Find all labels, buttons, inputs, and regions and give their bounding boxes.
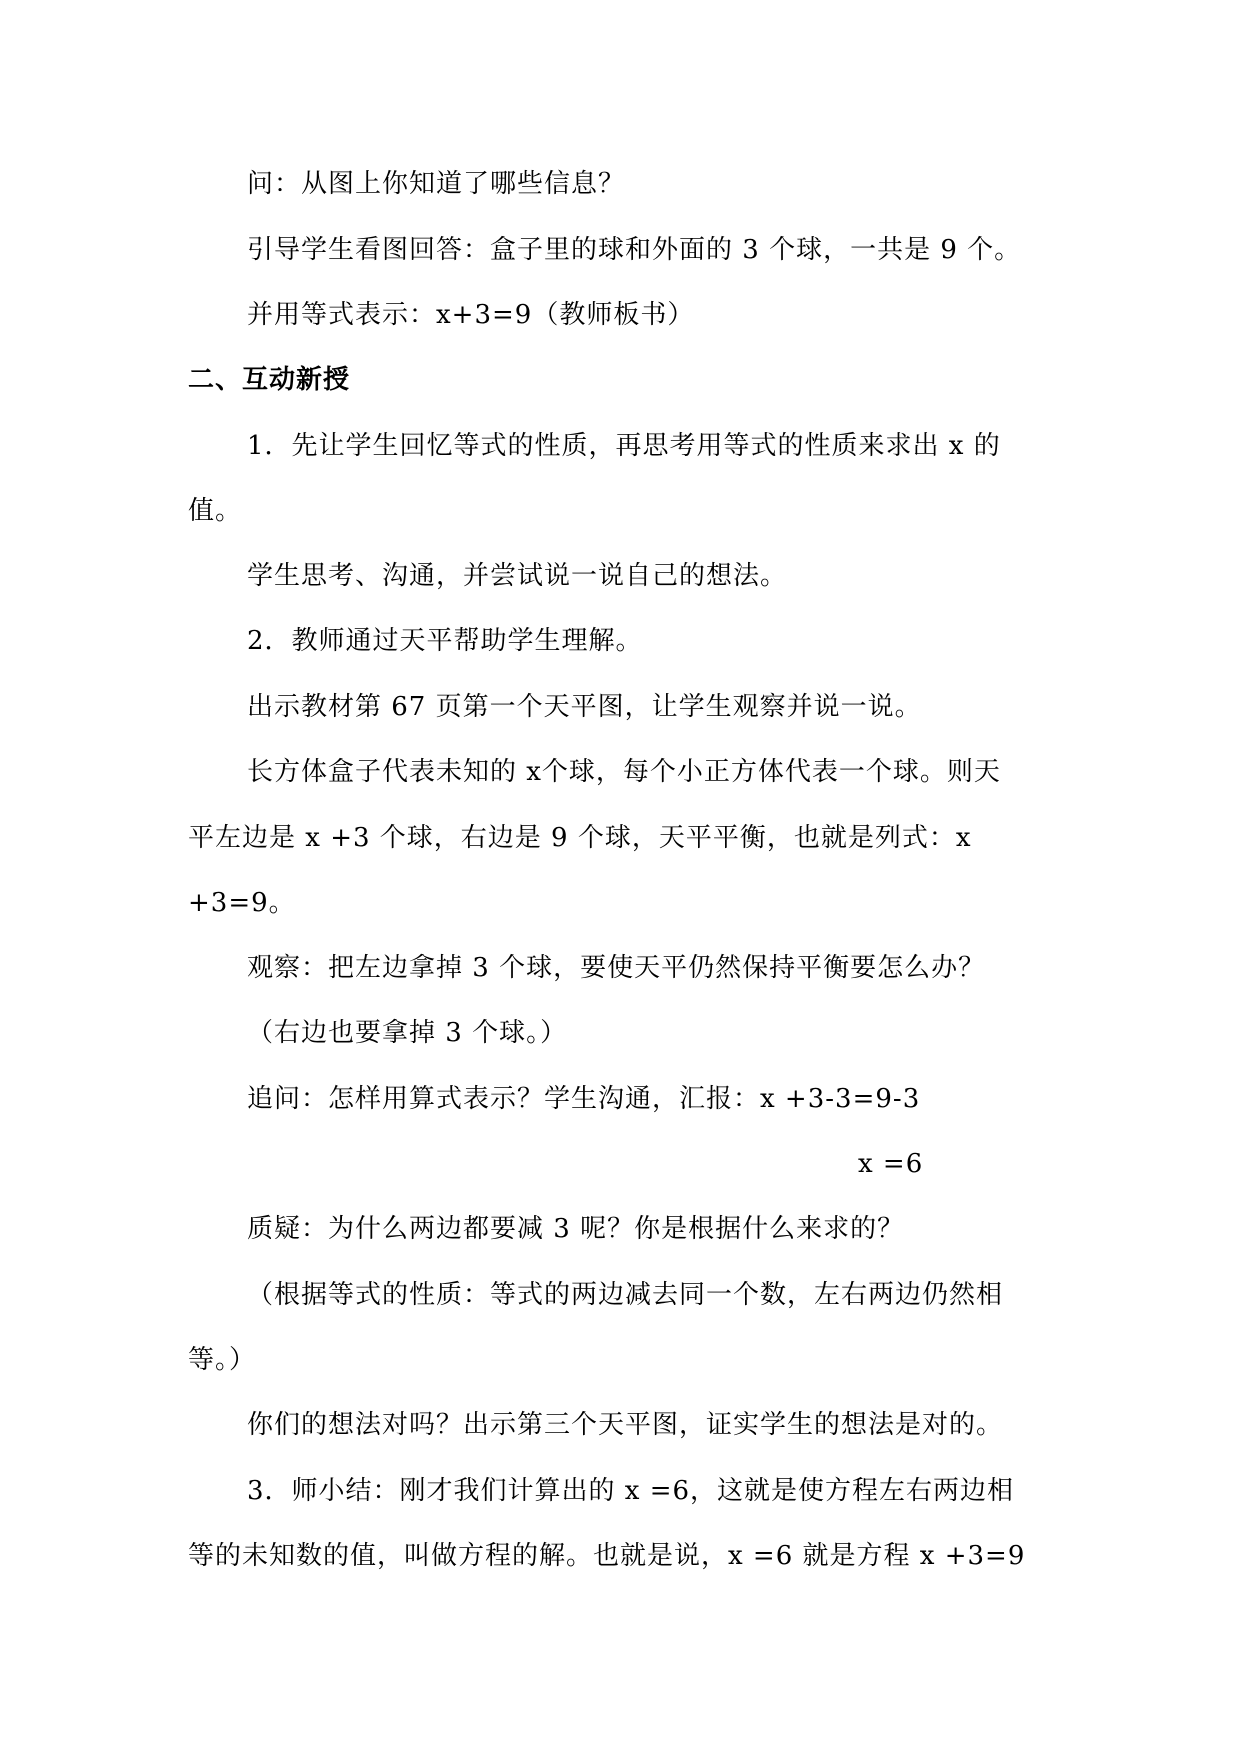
- paragraph-line: 2．教师通过天平帮助学生理解。: [247, 626, 643, 656]
- paragraph-line: 等的未知数的值，叫做方程的解。也就是说，x =6 就是方程 x +3=9: [188, 1541, 1026, 1571]
- paragraph-line: 并用等式表示：x+3=9（教师板书）: [247, 300, 695, 330]
- paragraph-line: 你们的想法对吗？出示第三个天平图，证实学生的想法是对的。: [247, 1410, 1004, 1440]
- paragraph-line: 长方体盒子代表未知的 x个球，每个小正方体代表一个球。则天: [247, 757, 1001, 787]
- paragraph-line: 引导学生看图回答：盒子里的球和外面的 3 个球，一共是 9 个。: [247, 235, 1022, 265]
- paragraph-line: 等。）: [188, 1345, 257, 1375]
- paragraph-line: 3．师小结：刚才我们计算出的 x =6，这就是使方程左右两边相: [247, 1476, 1015, 1506]
- paragraph-line: +3=9。: [188, 888, 296, 918]
- equation-result-line: x =6: [858, 1149, 924, 1179]
- paragraph-line: 学生思考、沟通，并尝试说一说自己的想法。: [247, 561, 788, 591]
- paragraph-line: （根据等式的性质：等式的两边减去同一个数，左右两边仍然相: [247, 1280, 1004, 1310]
- paragraph-line: 平左边是 x +3 个球，右边是 9 个球，天平平衡，也就是列式：x: [188, 823, 972, 853]
- paragraph-line: 值。: [188, 496, 243, 526]
- section-heading: 二、互动新授: [188, 365, 351, 395]
- paragraph-line: 问：从图上你知道了哪些信息？: [247, 169, 626, 199]
- paragraph-line: 1．先让学生回忆等式的性质，再思考用等式的性质来求出 x 的: [247, 431, 1001, 461]
- paragraph-line: 追问：怎样用算式表示？学生沟通，汇报：x +3-3=9-3: [247, 1084, 921, 1114]
- paragraph-line: 质疑：为什么两边都要减 3 呢？你是根据什么来求的？: [247, 1214, 905, 1244]
- paragraph-line: （右边也要拿掉 3 个球。）: [247, 1018, 568, 1048]
- paragraph-line: 出示教材第 67 页第一个天平图，让学生观察并说一说。: [247, 692, 922, 722]
- paragraph-line: 观察：把左边拿掉 3 个球，要使天平仍然保持平衡要怎么办？: [247, 953, 986, 983]
